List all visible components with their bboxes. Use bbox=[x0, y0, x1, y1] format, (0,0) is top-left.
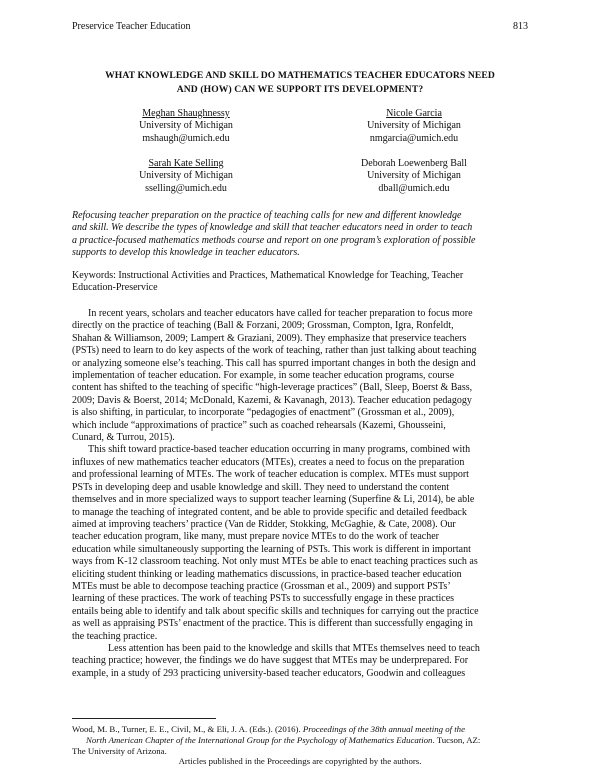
body-line: 2009; Davis & Boerst, 2014; McDonald, Kazemi, & Kavanagh, 2013). Teacher education pedagogy bbox=[72, 394, 472, 406]
citation-footnote bbox=[72, 724, 528, 757]
body-line: directly on the practice of teaching (Ball & Forzani, 2009; Grossman, Compton, Igra, Ronfeldt, bbox=[72, 320, 454, 332]
abstract-line: Refocusing teacher preparation on the practice of teaching calls for new and different knowledge bbox=[72, 210, 462, 221]
body-line: aimed at improving teachers’ practice (Van de Ridder, Stokking, McGaghie, & Cate, 2008). Our bbox=[72, 518, 456, 530]
abstract bbox=[72, 210, 528, 260]
abstract-line: a practice-focused mathematics methods course and report on one program’s exploration of possible bbox=[72, 234, 476, 246]
author-affiliation: University of Michigan bbox=[367, 170, 461, 182]
author-email: dball@umich.edu bbox=[378, 182, 450, 194]
author-email: mshaugh@umich.edu bbox=[142, 132, 230, 144]
author-entry bbox=[72, 108, 300, 145]
author-affiliation: University of Michigan bbox=[139, 120, 233, 132]
keywords bbox=[72, 270, 528, 295]
author-entry bbox=[300, 158, 528, 195]
footnote-editors: Wood, M. B., Turner, E. E., Civil, M., & Eli, J. A. (Eds.). (2016). bbox=[72, 724, 303, 734]
body-line: which include “approximations of practice” such as coached rehearsals (Kazemi, Ghousseini, bbox=[72, 419, 446, 431]
author-name: Sarah Kate Selling bbox=[148, 158, 224, 169]
body-line: PSTs in developing deep and usable knowledge and skill. They need to understand the content bbox=[72, 481, 450, 493]
body-line: teaching practice; however, the findings we do have suggest that MTEs may be underprepared. For bbox=[72, 655, 469, 667]
body-line: example, in a study of 293 practicing university-based teacher educators, Goodwin and colleagues bbox=[72, 667, 466, 679]
body-line: or analyzing someone else’s teaching. This call has spurred important changes in both the design and bbox=[72, 357, 476, 369]
abstract-line: and skill. We describe the types of knowledge and skill that teacher educators need in order to teach bbox=[72, 222, 473, 234]
paper-title-line: WHAT KNOWLEDGE AND SKILL DO MATHEMATICS TEACHER EDUCATORS NEED bbox=[105, 70, 495, 81]
body-line: as well as appraising PSTs’ enactment of the practice. This is different than successfully engaging in bbox=[72, 618, 473, 630]
author-email: nmgarcia@umich.edu bbox=[369, 132, 459, 144]
author-entry bbox=[72, 158, 300, 195]
body-line: influxes of new mathematics teacher educators (MTEs), creates a need to focus on the preparation bbox=[72, 456, 465, 468]
footnote-proceedings-title-cont: North American Chapter of the International Group for the Psychology of Mathematics Education bbox=[86, 735, 433, 745]
running-header-title: Preservice Teacher Education bbox=[72, 21, 191, 32]
body-line: Shahan & Williamson, 2009; Lampert & Graziani, 2009). They emphasize that preservice teachers bbox=[72, 332, 467, 344]
page-number: 813 bbox=[513, 21, 528, 32]
author-name: Meghan Shaughnessy bbox=[142, 108, 230, 119]
body-line: themselves and in more specialized ways to support teacher learning (Superfine & Li, 2014), be able bbox=[72, 494, 475, 506]
author-name: Nicole Garcia bbox=[386, 108, 442, 119]
footnote-rule bbox=[72, 718, 216, 719]
body-paragraph bbox=[72, 308, 528, 444]
body-line: MTEs must be able to decompose teaching practice (Grossman et al., 2009) and support PSTs’ bbox=[72, 580, 451, 592]
body-line: ways from K-12 classroom teaching. Not only must MTEs be able to enact teaching practices such as bbox=[72, 556, 478, 568]
author-affiliation: University of Michigan bbox=[139, 170, 233, 182]
body-line: the teaching practice. bbox=[72, 630, 158, 642]
body-line: learning of these practices. The work of teaching PSTs to successfully engage in these practices bbox=[72, 593, 455, 605]
body-line: Cunard, & Turrou, 2015). bbox=[72, 432, 175, 444]
author-entry bbox=[300, 108, 528, 145]
abstract-line: supports to develop this knowledge in teacher educators. bbox=[72, 247, 300, 259]
body-line: Less attention has been paid to the knowledge and skills that MTEs themselves need to teach bbox=[108, 642, 480, 654]
footnote-proceedings-title: Proceedings of the 38th annual meeting of the bbox=[302, 724, 465, 734]
body-line: to manage the teaching of integrated content, and be able to provide specific and detailed feedback bbox=[72, 506, 467, 518]
keywords-line: Keywords: Instructional Activities and Practices, Mathematical Knowledge for Teaching, Teacher bbox=[72, 270, 464, 281]
footnote-line bbox=[72, 724, 528, 735]
body-line: content has shifted to the teaching of specific “high-leverage practices” (Ball, Sleep, Boerst & Bass, bbox=[72, 382, 473, 394]
body-line: teacher education program, like many, must prepare novice MTEs to do the work of teacher bbox=[72, 531, 439, 543]
author-email: sselling@umich.edu bbox=[145, 182, 227, 194]
author-affiliation: University of Michigan bbox=[367, 120, 461, 132]
body-text bbox=[72, 308, 528, 680]
footnote-location: . Tucson, AZ: bbox=[432, 735, 481, 745]
body-line: (PSTs) need to learn to do key aspects of the work of teaching, rather than just talking about teaching bbox=[72, 345, 477, 357]
body-paragraph bbox=[72, 444, 528, 643]
body-line: is also shifting, in particular, to incorporate “pedagogies of enactment” (Grossman et al., 2009), bbox=[72, 407, 455, 419]
copyright-notice: Articles published in the Proceedings are copyrighted by the authors. bbox=[178, 756, 422, 766]
body-line: eliciting student thinking or leading mathematics discussions, in practice-based teacher education bbox=[72, 568, 462, 580]
footnote-line: The University of Arizona. bbox=[72, 746, 167, 756]
body-paragraph bbox=[72, 643, 528, 680]
keywords-line: Education-Preservice bbox=[72, 282, 158, 294]
body-line: education while simultaneously supporting the learning of PSTs. This work is different in important bbox=[72, 543, 471, 555]
author-name: Deborah Loewenberg Ball bbox=[361, 158, 467, 169]
footnote-line bbox=[72, 735, 528, 746]
body-line: In recent years, scholars and teacher educators have called for teacher preparation to focus more bbox=[88, 308, 473, 319]
body-line: and professional learning of MTEs. The work of teacher education is complex. MTEs must support bbox=[72, 469, 469, 481]
paper-title bbox=[72, 69, 528, 97]
paper-title-line: AND (HOW) CAN WE SUPPORT ITS DEVELOPMENT? bbox=[176, 84, 424, 95]
body-line: implementation of teacher education. For example, in some teacher education programs, course bbox=[72, 370, 455, 382]
body-line: This shift toward practice-based teacher education occurring in many programs, combined with bbox=[88, 444, 471, 456]
body-line: entails being able to identify and talk about specific skills and techniques for carrying out the practice bbox=[72, 605, 479, 617]
